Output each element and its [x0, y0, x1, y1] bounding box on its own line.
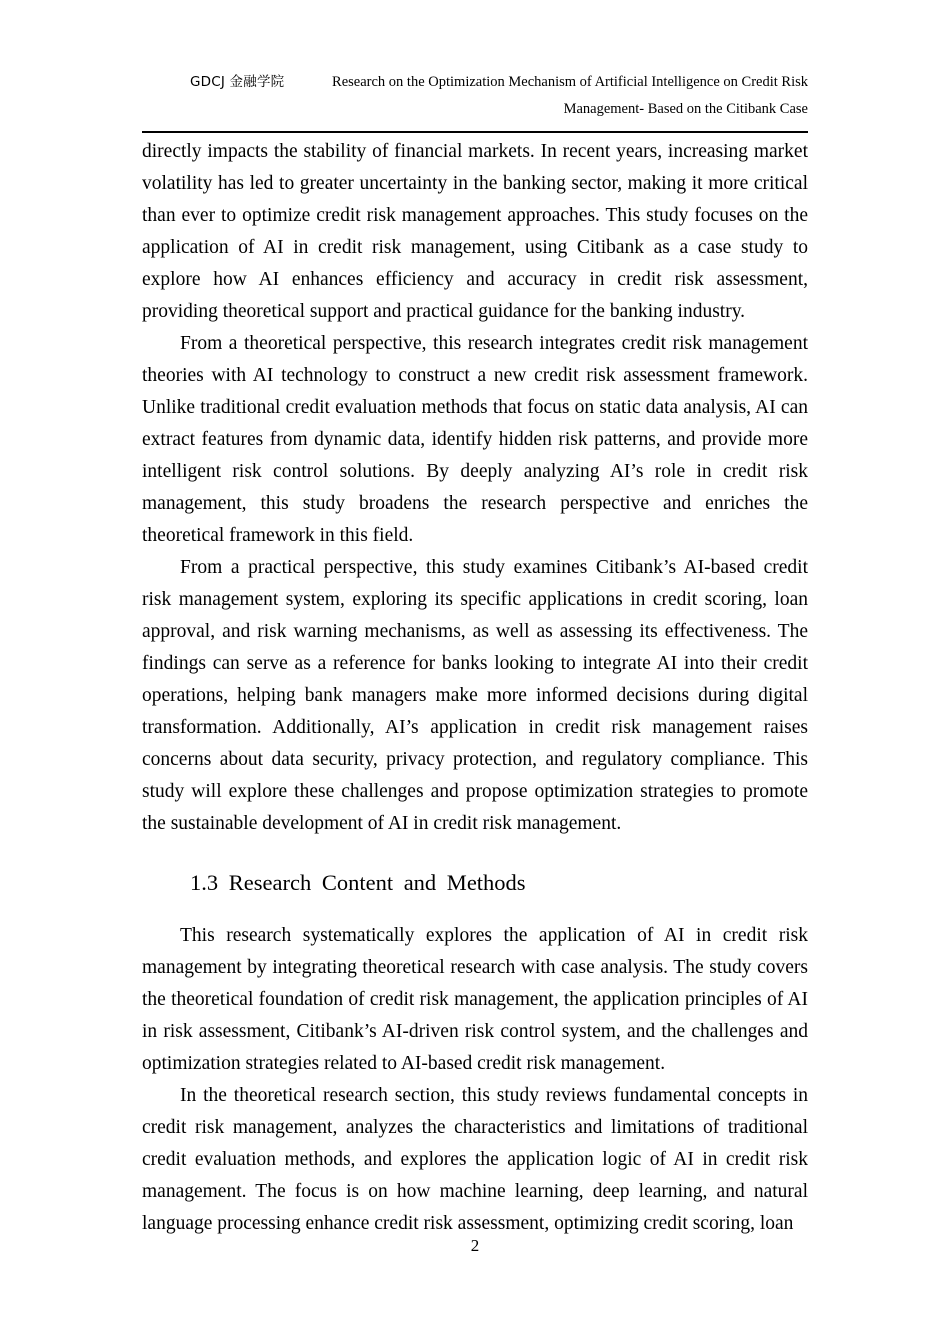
section-paragraph-research-overview: This research systematically explores the application of AI in credit risk management by integrating theoretical research with case analysis. The study covers the theoretical foundation of credit risk management, the application principles of AI in risk assessment, Citibank’s AI-driven risk control system, and the challenges and optimization strategies related to AI-based credit risk management. — [142, 925, 808, 1074]
heading-spacer-below — [142, 902, 808, 920]
page-number: 2 — [470, 1236, 480, 1255]
section-paragraph-theoretical-research: In the theoretical research section, this study reviews fundamental concepts in credit risk management, analyzes the characteristics and limitations of traditional credit evaluation methods, and explores the application logic of AI in credit risk management. The focus is on how machine learning, deep learning, and natural language processing enhance credit risk assessment, optimizing credit scoring, loan — [142, 1085, 808, 1234]
header-organization: GDCJ 金融学院 — [190, 74, 285, 90]
page-footer — [0, 1235, 950, 1257]
header-title-line-2: Management- Based on the Citibank Case — [563, 101, 808, 117]
header-divider-rule — [142, 131, 808, 133]
body-paragraph-continued: directly impacts the stability of financial markets. In recent years, increasing market volatility has led to greater uncertainty in the banking sector, making it more critical than ever to optimize credit risk management approaches. This study focuses on the application of AI in credit risk management, using Citibank as a case study to explore how AI enhances efficiency and accuracy in credit risk assessment, providing theoretical support and practical guidance for the banking industry. — [142, 141, 808, 322]
header-title-line-1: Research on the Optimization Mechanism of Artificial Intelligence on Credit Risk — [332, 74, 808, 90]
header-row-primary — [142, 70, 808, 100]
body-paragraph-practical-perspective: From a practical perspective, this study examines Citibank’s AI-based credit risk management system, exploring its specific applications in credit scoring, loan approval, and risk warning mechanisms, as well as assessing its effectiveness. The findings can serve as a reference for banks looking to integrate AI into their credit operations, helping bank managers make more informed decisions during digital transformation. Additionally, AI’s application in credit risk management raises concerns about data security, privacy protection, and regulatory compliance. This study will explore these challenges and propose optimization strategies to promote the sustainable development of AI in credit risk management. — [142, 557, 808, 834]
heading-spacer-above — [142, 840, 808, 864]
running-header — [142, 70, 808, 130]
body-paragraph-theoretical-perspective: From a theoretical perspective, this research integrates credit risk management theories with AI technology to construct a new credit risk assessment framework. Unlike traditional credit evaluation methods that focus on static data analysis, AI can extract features from dynamic data, identify hidden risk patterns, and provide more intelligent risk control solutions. By deeply analyzing AI’s role in credit risk management, this study broadens the research perspective and enriches the theoretical framework in this field. — [142, 333, 808, 546]
document-body — [142, 136, 808, 1240]
header-row-secondary — [142, 100, 808, 130]
section-heading-1-3: 1.3 Research Content and Methods — [190, 870, 526, 895]
